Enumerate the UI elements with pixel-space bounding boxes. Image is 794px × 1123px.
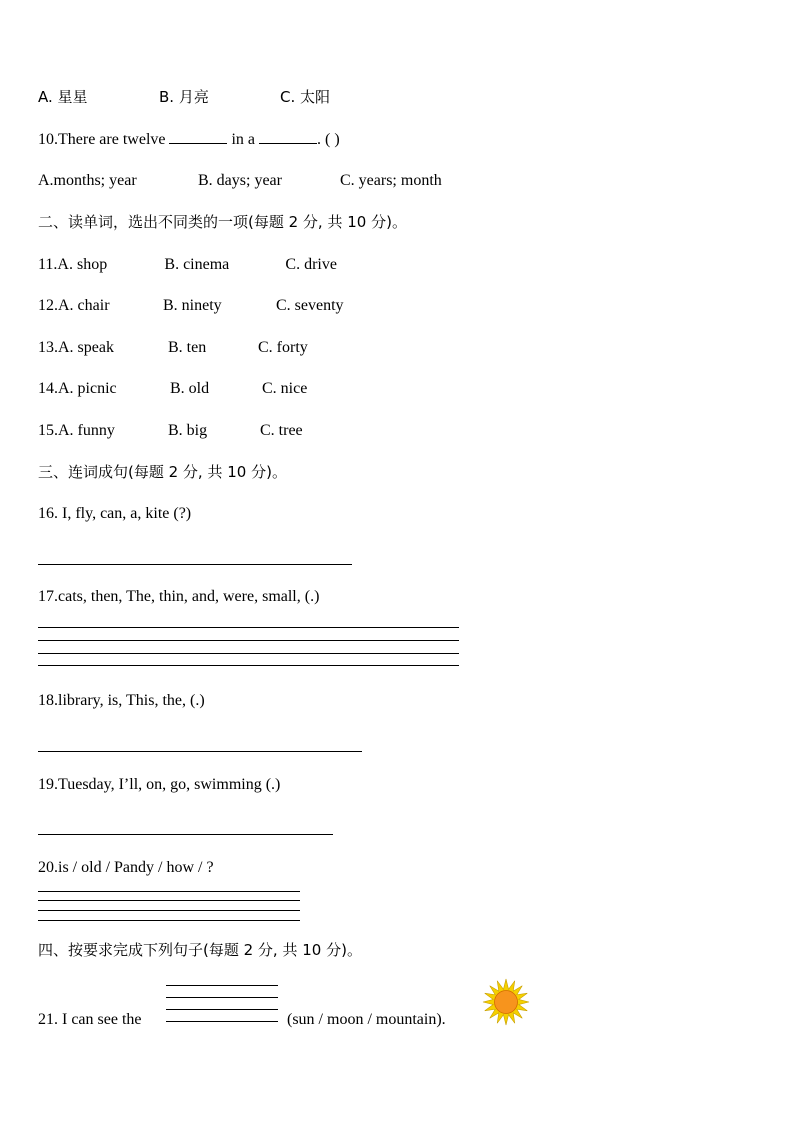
q10-stem-pre: 10.There are twelve — [38, 131, 166, 148]
q13-option-a: A. speak — [58, 339, 114, 356]
q10-option-b: B. days; year — [198, 172, 282, 189]
q21-prompt-pre: 21. I can see the — [38, 1011, 142, 1028]
q10-blank-2 — [259, 129, 317, 144]
q11-option-a: A. shop — [57, 256, 108, 273]
q17-answer-line-1[interactable] — [38, 627, 459, 628]
section2-title: 二、读单词，选出不同类的一项(每题 2 分, 共 10 分)。 — [38, 213, 407, 231]
q12-option-a: A. chair — [58, 297, 110, 314]
q10-option-c: C. years; month — [340, 172, 442, 189]
q21-prompt-post: (sun / moon / mountain). — [287, 1011, 446, 1028]
q21-answer-line-4[interactable] — [166, 1021, 278, 1022]
section3-title: 三、连词成句(每题 2 分, 共 10 分)。 — [38, 463, 287, 481]
q20-prompt: 20.is / old / Pandy / how / ? — [38, 859, 214, 876]
q19-prompt: 19.Tuesday, I’ll, on, go, swimming (.) — [38, 776, 281, 793]
q16-prompt: 16. I, fly, can, a, kite (?) — [38, 505, 192, 522]
sun-core — [495, 991, 518, 1014]
q14-option-a: A. picnic — [58, 380, 117, 397]
sun-icon — [481, 978, 531, 1026]
q20-answer-line-4[interactable] — [38, 920, 300, 921]
q20-answer-line-3[interactable] — [38, 910, 300, 911]
q20-answer-line-2[interactable] — [38, 900, 300, 901]
q11-row — [38, 255, 337, 275]
q16-answer-line[interactable] — [38, 564, 352, 565]
q20-answer-line-1[interactable] — [38, 891, 300, 892]
q12-option-b: B. ninety — [163, 297, 222, 314]
q9-option-c: C. 太阳 — [280, 88, 331, 106]
q10-blank-1 — [169, 129, 227, 144]
q17-answer-line-4[interactable] — [38, 665, 459, 666]
q18-prompt: 18.library, is, This, the, (.) — [38, 692, 205, 709]
q11-option-c: C. drive — [285, 256, 337, 273]
q15-option-b: B. big — [168, 422, 208, 439]
q12-number: 12. — [38, 297, 58, 314]
q15-option-c: C. tree — [260, 422, 303, 439]
q17-prompt: 17.cats, then, The, thin, and, were, small, (.) — [38, 588, 320, 605]
q14-option-b: B. old — [170, 380, 210, 397]
q14-option-c: C. nice — [262, 380, 308, 397]
q9-option-a: A. 星星 — [38, 88, 88, 106]
q15-row — [38, 421, 303, 441]
q13-option-b: B. ten — [168, 339, 207, 356]
q15-option-a: A. funny — [58, 422, 115, 439]
q21-answer-line-2[interactable] — [166, 997, 278, 998]
q10-stem — [38, 129, 340, 150]
q9-option-b: B. 月亮 — [159, 88, 209, 106]
q11-option-b: B. cinema — [164, 256, 230, 273]
q9-options — [38, 87, 330, 107]
q11-number: 11. — [38, 256, 58, 273]
section4-title: 四、按要求完成下列句子(每题 2 分, 共 10 分)。 — [38, 941, 362, 959]
q13-option-c: C. forty — [258, 339, 308, 356]
q13-number: 13. — [38, 339, 58, 356]
q17-answer-line-2[interactable] — [38, 640, 459, 641]
q14-number: 14. — [38, 380, 58, 397]
q18-answer-line[interactable] — [38, 751, 362, 752]
q21-answer-line-3[interactable] — [166, 1009, 278, 1010]
q13-row — [38, 338, 308, 358]
q19-answer-line[interactable] — [38, 834, 333, 835]
q14-row — [38, 379, 307, 399]
q21-answer-line-1[interactable] — [166, 985, 278, 986]
q10-stem-mid: in a — [231, 131, 256, 148]
q12-option-c: C. seventy — [276, 297, 344, 314]
q10-option-a: A.months; year — [38, 172, 137, 189]
q15-number: 15. — [38, 422, 58, 439]
q17-answer-line-3[interactable] — [38, 653, 459, 654]
q10-stem-post: . ( ) — [317, 131, 340, 148]
q12-row — [38, 296, 344, 316]
q10-options — [38, 171, 442, 191]
